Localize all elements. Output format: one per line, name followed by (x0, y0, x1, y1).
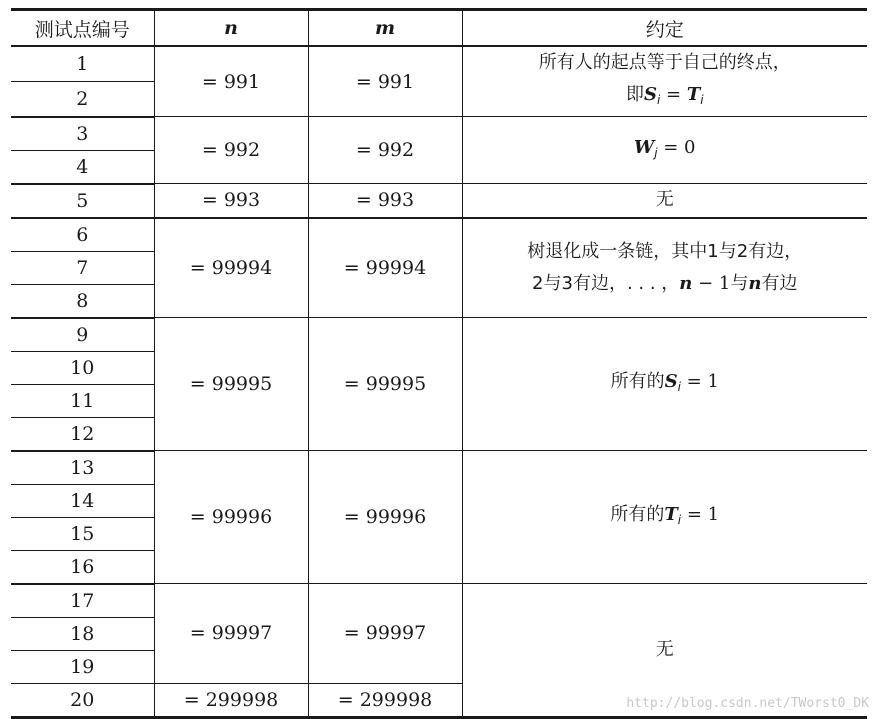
n-cell: = 993 (154, 184, 308, 218)
table-row (11, 46, 867, 81)
constraints-table (11, 8, 867, 719)
test-id-cell: 1 (11, 46, 154, 81)
m-cell: = 991 (308, 46, 462, 117)
test-id-cell: 17 (11, 584, 154, 618)
n-cell: = 991 (154, 46, 308, 117)
test-id-cell: 11 (11, 384, 154, 417)
test-id-cell: 8 (11, 284, 154, 318)
test-id-cell: 9 (11, 318, 154, 352)
test-id-cell: 18 (11, 617, 154, 650)
test-id-cell: 19 (11, 650, 154, 683)
test-id-cell: 2 (11, 81, 154, 116)
rule-cell: 所有的$T_i = 1$ (462, 451, 867, 584)
table-row (11, 451, 867, 485)
rule-cell: $W_j = 0$ (462, 117, 867, 184)
m-cell: = 99996 (308, 451, 462, 584)
header-m: m (308, 10, 462, 47)
n-cell: = 992 (154, 117, 308, 184)
test-id-cell: 13 (11, 451, 154, 485)
table-row (11, 117, 867, 151)
rule-line-2: 2与3有边，. . . ，n − 1与n有边 (532, 272, 798, 294)
test-id-cell: 5 (11, 184, 154, 218)
m-cell: = 993 (308, 184, 462, 218)
watermark: http://blog.csdn.net/TWorst0_DK (626, 696, 869, 711)
test-id-cell: 20 (11, 683, 154, 717)
table-row (11, 218, 867, 252)
test-id-cell: 15 (11, 517, 154, 550)
rule-cell (462, 46, 867, 117)
rule-cell (462, 218, 867, 318)
table-row (11, 184, 867, 218)
m-cell: = 99994 (308, 218, 462, 318)
m-cell: = 299998 (308, 683, 462, 717)
n-cell: = 99997 (154, 584, 308, 684)
rule-line-1: 树退化成一条链，其中1与2有边， (527, 240, 803, 262)
rule-line-1: 所有人的起点等于自己的终点， (538, 52, 791, 73)
test-id-cell: 6 (11, 218, 154, 252)
n-cell: = 99996 (154, 451, 308, 584)
rule-cell: 所有的$S_i = 1$ (462, 318, 867, 451)
m-cell: = 99995 (308, 318, 462, 451)
m-cell: = 99997 (308, 584, 462, 684)
m-cell: = 992 (308, 117, 462, 184)
header-rule: 约定 (462, 10, 867, 47)
header-row (11, 10, 867, 47)
test-id-cell: 12 (11, 417, 154, 451)
header-n: n (154, 10, 308, 47)
test-id-cell: 3 (11, 117, 154, 151)
table-row (11, 584, 867, 618)
rule-line-2: 即$S_i = T_i$ (625, 84, 704, 107)
table-row (11, 318, 867, 352)
n-cell: = 299998 (154, 683, 308, 717)
test-id-cell: 16 (11, 550, 154, 584)
test-id-cell: 7 (11, 251, 154, 284)
rule-cell: 无 (462, 584, 867, 718)
n-cell: = 99995 (154, 318, 308, 451)
rule-cell: 无 (462, 184, 867, 218)
test-id-cell: 10 (11, 351, 154, 384)
test-id-cell: 14 (11, 484, 154, 517)
n-cell: = 99994 (154, 218, 308, 318)
constraints-table-wrapper (11, 8, 867, 719)
header-test-id: 测试点编号 (11, 10, 154, 47)
test-id-cell: 4 (11, 150, 154, 184)
